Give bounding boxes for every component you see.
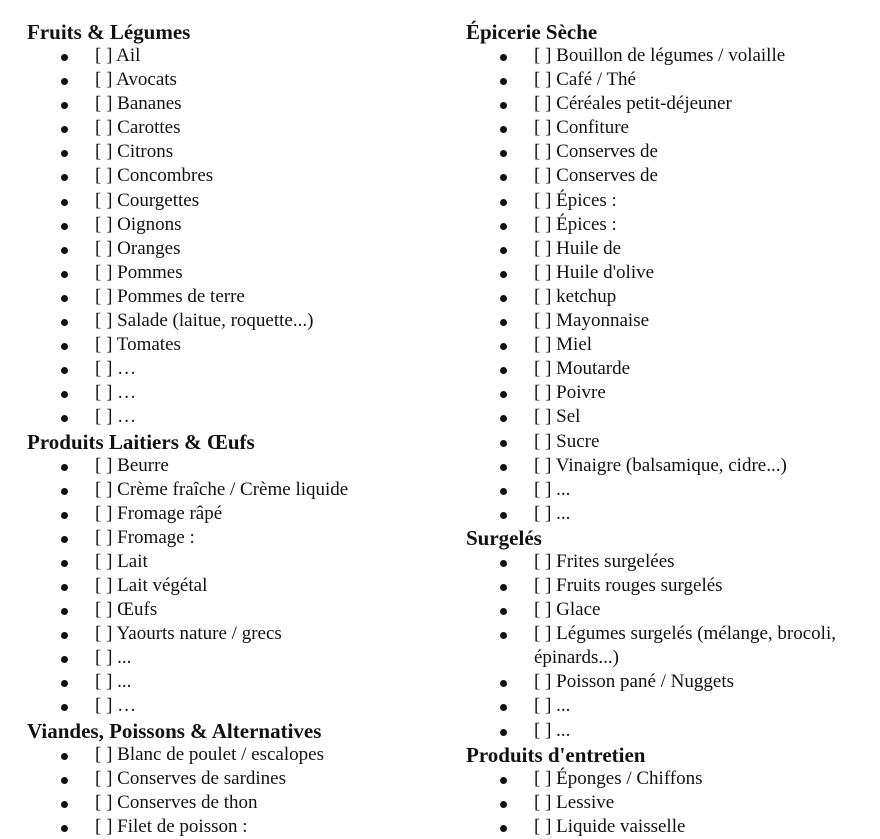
checklist-item	[466, 261, 876, 285]
checklist-item	[466, 767, 876, 791]
bullet-icon	[61, 319, 68, 326]
checklist-item	[27, 44, 447, 68]
checklist-item-label: [ ] Œufs	[95, 599, 158, 621]
bullet-icon	[61, 150, 68, 157]
checklist-item	[27, 68, 447, 92]
checklist-item	[466, 140, 876, 164]
checklist-item	[27, 213, 447, 237]
bullet-icon	[61, 753, 68, 760]
bullet-icon	[500, 632, 507, 639]
checklist-item	[27, 357, 447, 381]
left-column	[27, 20, 447, 839]
checklist-item	[27, 502, 447, 526]
section-title: Produits Laitiers & Œufs	[27, 429, 255, 454]
checklist-item	[27, 285, 447, 309]
bullet-icon	[500, 608, 507, 615]
bullet-icon	[61, 174, 68, 181]
bullet-icon	[500, 584, 507, 591]
section-title: Épicerie Sèche	[466, 20, 598, 44]
bullet-icon	[500, 415, 507, 422]
checklist-item	[27, 574, 447, 598]
section-title: Surgelés	[466, 525, 542, 550]
checklist-item	[27, 478, 447, 502]
bullet-icon	[61, 536, 68, 543]
bullet-icon	[500, 367, 507, 374]
checklist-item-label: [ ] ...	[534, 719, 571, 741]
checklist-item-label: [ ] Concombres	[95, 165, 214, 187]
checklist-item	[466, 333, 876, 357]
checklist-item	[466, 550, 876, 574]
checklist-item-label: [ ] Filet de poisson :	[95, 815, 248, 837]
checklist-item-label: [ ] Éponges / Chiffons	[534, 767, 703, 789]
checklist	[27, 743, 447, 839]
bullet-icon	[500, 825, 507, 832]
checklist-item	[466, 622, 876, 670]
checklist-item-label: [ ] Poivre	[534, 382, 606, 404]
bullet-icon	[61, 777, 68, 784]
checklist-item	[466, 309, 876, 333]
checklist-item	[27, 164, 447, 188]
checklist-item-label: [ ] Moutarde	[534, 358, 631, 380]
checklist-item-label: [ ] Lait végétal	[95, 574, 208, 596]
checklist-item	[466, 478, 876, 502]
bullet-icon	[500, 488, 507, 495]
bullet-icon	[61, 801, 68, 808]
bullet-icon	[61, 825, 68, 832]
checklist-item-label: [ ] …	[95, 406, 137, 428]
checklist-item	[466, 92, 876, 116]
bullet-icon	[61, 343, 68, 350]
checklist-item-label: [ ] ...	[95, 671, 132, 693]
checklist	[466, 44, 876, 526]
checklist-item	[27, 791, 447, 815]
checklist-item-label: [ ] Miel	[534, 334, 593, 356]
section-epicerie-seche	[466, 20, 876, 526]
bullet-icon	[500, 391, 507, 398]
checklist-item-label: [ ] Confiture	[534, 117, 629, 139]
bullet-icon	[61, 247, 68, 254]
checklist-item-label: [ ] Céréales petit-déjeuner	[534, 93, 732, 115]
checklist-item	[27, 261, 447, 285]
checklist	[27, 44, 447, 430]
checklist-item-label: [ ] ketchup	[534, 285, 617, 307]
checklist-item	[466, 164, 876, 188]
checklist-item	[466, 44, 876, 68]
bullet-icon	[500, 560, 507, 567]
checklist-item-label: [ ] Ail	[95, 45, 141, 66]
bullet-icon	[500, 704, 507, 711]
bullet-icon	[500, 777, 507, 784]
checklist	[27, 454, 447, 719]
checklist-item	[466, 791, 876, 815]
checklist-item-label: [ ] Fromage :	[95, 526, 195, 548]
bullet-icon	[61, 584, 68, 591]
section-title: Produits d'entretien	[466, 742, 646, 767]
checklist-item	[466, 815, 876, 839]
checklist-item-label: [ ] Avocats	[95, 69, 177, 91]
checklist-item-label: [ ] Oignons	[95, 213, 182, 235]
checklist-item-label: [ ] Conserves de	[534, 165, 658, 187]
bullet-icon	[500, 150, 507, 157]
checklist-item-label: [ ] Conserves de	[534, 141, 658, 163]
checklist-item-label: [ ] Mayonnaise	[534, 310, 650, 332]
checklist-item	[27, 454, 447, 478]
checklist-item-label: [ ] …	[95, 695, 137, 717]
section-surgeles	[466, 526, 876, 743]
bullet-icon	[61, 126, 68, 133]
bullet-icon	[61, 608, 68, 615]
checklist-item	[27, 526, 447, 550]
checklist-item-label: [ ] Bouillon de légumes / volaille	[534, 45, 786, 66]
section-title: Fruits & Légumes	[27, 20, 191, 44]
checklist-item-label: [ ] Épices :	[534, 189, 617, 211]
checklist-item-label: [ ] Glace	[534, 599, 601, 621]
checklist-item-label: [ ] Frites surgelées	[534, 550, 675, 572]
checklist-item	[466, 116, 876, 140]
checklist-item	[466, 598, 876, 622]
checklist-item	[27, 189, 447, 213]
checklist-item-label: [ ] Conserves de sardines	[95, 767, 287, 789]
bullet-icon	[61, 656, 68, 663]
checklist-item-label: [ ] Citrons	[95, 141, 174, 163]
checklist-item	[27, 694, 447, 718]
checklist-item	[466, 285, 876, 309]
checklist-item-label: [ ] Conserves de thon	[95, 791, 258, 813]
checklist-item-label: [ ] …	[95, 358, 137, 380]
checklist-item	[27, 622, 447, 646]
checklist-item	[466, 381, 876, 405]
bullet-icon	[61, 54, 68, 61]
checklist-item-label: [ ] Courgettes	[95, 189, 200, 211]
bullet-icon	[500, 102, 507, 109]
checklist-item-label: [ ] Yaourts nature / grecs	[95, 623, 282, 645]
bullet-icon	[500, 680, 507, 687]
checklist-item	[466, 357, 876, 381]
checklist-item	[27, 116, 447, 140]
checklist-item	[27, 550, 447, 574]
checklist-item-label: [ ] Poisson pané / Nuggets	[534, 671, 735, 693]
checklist-item-label: [ ] ...	[534, 695, 571, 717]
bullet-icon	[500, 54, 507, 61]
checklist-item-label: [ ] Pommes de terre	[95, 285, 245, 307]
bullet-icon	[500, 512, 507, 519]
checklist-item	[27, 309, 447, 333]
checklist-item	[27, 333, 447, 357]
checklist-item	[27, 670, 447, 694]
bullet-icon	[61, 271, 68, 278]
bullet-icon	[61, 632, 68, 639]
checklist-item-label: [ ] Sucre	[534, 430, 600, 452]
bullet-icon	[61, 415, 68, 422]
checklist-item	[27, 815, 447, 839]
checklist-item	[27, 140, 447, 164]
checklist-item-label: [ ] …	[95, 382, 137, 404]
bullet-icon	[61, 78, 68, 85]
checklist-item	[27, 646, 447, 670]
bullet-icon	[61, 680, 68, 687]
section-produits-d-entretien	[466, 743, 876, 839]
checklist-item	[466, 574, 876, 598]
bullet-icon	[500, 223, 507, 230]
checklist-item-label: [ ] ...	[534, 478, 571, 500]
checklist-item-label: [ ] Blanc de poulet / escalopes	[95, 743, 324, 765]
bullet-icon	[61, 704, 68, 711]
checklist-item-label: [ ] Liquide vaisselle	[534, 815, 686, 837]
bullet-icon	[500, 343, 507, 350]
bullet-icon	[500, 440, 507, 447]
section-produits-laitiers-oeufs	[27, 430, 447, 719]
checklist-item-label: [ ] ...	[95, 647, 132, 669]
checklist-item	[27, 767, 447, 791]
checklist	[466, 550, 876, 743]
bullet-icon	[500, 295, 507, 302]
checklist-item	[466, 189, 876, 213]
bullet-icon	[500, 801, 507, 808]
bullet-icon	[61, 512, 68, 519]
bullet-icon	[61, 464, 68, 471]
bullet-icon	[61, 295, 68, 302]
checklist-item-label: [ ] Huile de	[534, 237, 622, 259]
checklist-item	[27, 743, 447, 767]
checklist-item	[466, 405, 876, 429]
checklist-item-label: [ ] Fromage râpé	[95, 502, 223, 524]
checklist-item-label: [ ] Fruits rouges surgelés	[534, 574, 723, 596]
bullet-icon	[61, 367, 68, 374]
bullet-icon	[500, 247, 507, 254]
checklist-item	[27, 92, 447, 116]
checklist-item-label: [ ] Légumes surgelés (mélange, brocoli, épinards...)	[534, 623, 836, 669]
checklist-item-label: [ ] Crème fraîche / Crème liquide	[95, 478, 349, 500]
checklist-item	[466, 502, 876, 526]
bullet-icon	[500, 174, 507, 181]
checklist-item	[466, 694, 876, 718]
checklist-item-label: [ ] ...	[534, 502, 571, 524]
bullet-icon	[61, 102, 68, 109]
checklist-item-label: [ ] Bananes	[95, 93, 182, 115]
checklist-item	[466, 454, 876, 478]
checklist-item	[466, 670, 876, 694]
bullet-icon	[500, 319, 507, 326]
checklist-item	[27, 598, 447, 622]
checklist-item-label: [ ] Lait	[95, 550, 148, 572]
section-fruits-legumes	[27, 20, 447, 430]
checklist-item	[466, 237, 876, 261]
bullet-icon	[61, 391, 68, 398]
checklist-item-label: [ ] Carottes	[95, 117, 181, 139]
bullet-icon	[500, 126, 507, 133]
checklist-item-label: [ ] Huile d'olive	[534, 261, 655, 283]
checklist-item	[466, 213, 876, 237]
bullet-icon	[61, 199, 68, 206]
bullet-icon	[61, 488, 68, 495]
bullet-icon	[500, 271, 507, 278]
checklist-item-label: [ ] Épices :	[534, 213, 617, 235]
checklist-item-label: [ ] Café / Thé	[534, 69, 636, 91]
checklist	[466, 767, 876, 839]
bullet-icon	[61, 560, 68, 567]
checklist-item	[466, 68, 876, 92]
section-viandes-poissons-alternatives	[27, 719, 447, 839]
checklist-item	[466, 430, 876, 454]
bullet-icon	[500, 464, 507, 471]
checklist-item-label: [ ] Beurre	[95, 454, 169, 476]
checklist-item-label: [ ] Pommes	[95, 261, 183, 283]
checklist-item-label: [ ] Oranges	[95, 237, 181, 259]
checklist-item	[466, 719, 876, 743]
bullet-icon	[500, 729, 507, 736]
checklist-item-label: [ ] Lessive	[534, 791, 615, 813]
checklist-item-label: [ ] Salade (laitue, roquette...)	[95, 310, 314, 332]
bullet-icon	[500, 199, 507, 206]
right-column	[466, 20, 876, 839]
checklist-item	[27, 381, 447, 405]
bullet-icon	[61, 223, 68, 230]
section-title: Viandes, Poissons & Alternatives	[27, 718, 322, 743]
checklist-item-label: [ ] Sel	[534, 406, 581, 428]
checklist-item-label: [ ] Vinaigre (balsamique, cidre...)	[534, 454, 787, 476]
checklist-item	[27, 405, 447, 429]
bullet-icon	[500, 78, 507, 85]
checklist-item	[27, 237, 447, 261]
checklist-item-label: [ ] Tomates	[95, 334, 181, 356]
